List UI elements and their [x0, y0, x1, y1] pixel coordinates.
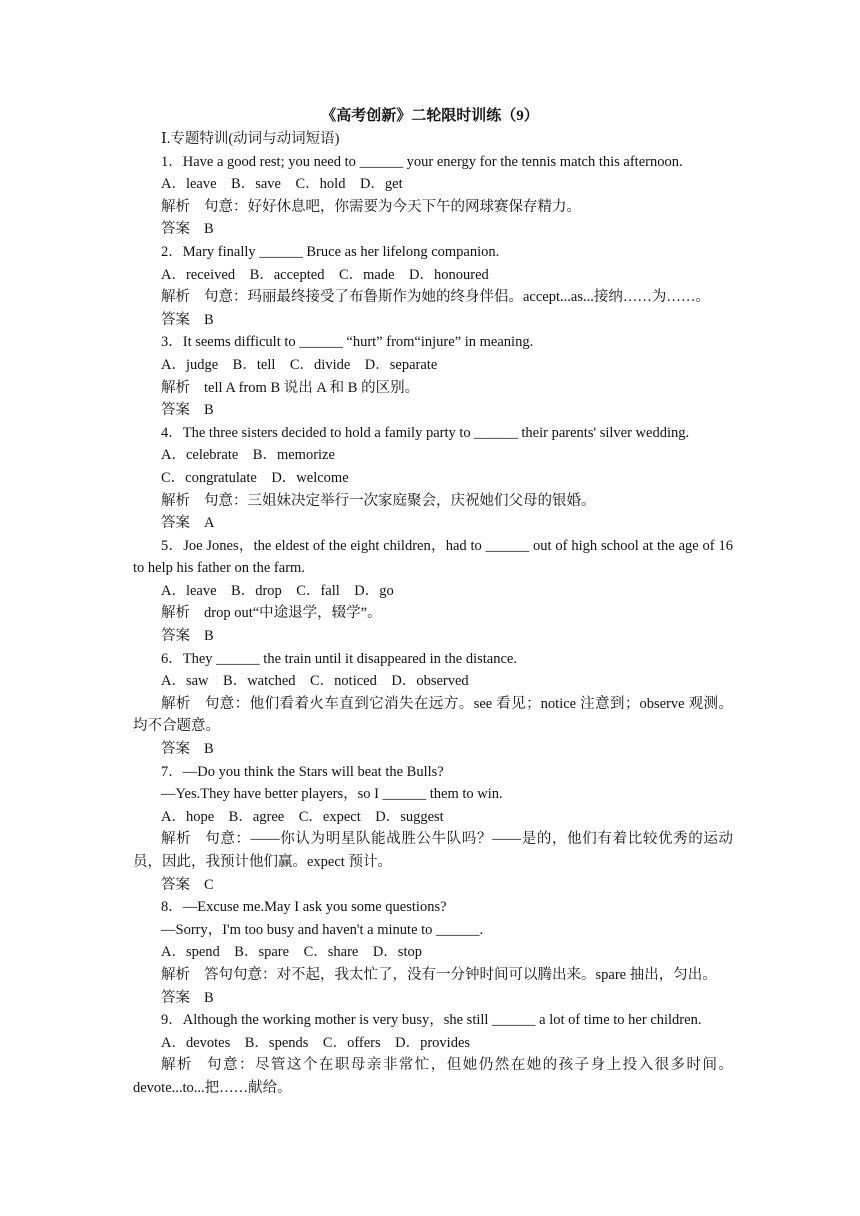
question-line	[133, 783, 733, 806]
line-text: tell A from B 说出 A 和 B 的区别。	[204, 379, 420, 396]
line-text: 7．—Do you think the Stars will beat the Bulls?	[161, 763, 444, 780]
line-text: B	[204, 402, 214, 419]
section-heading: Ⅰ.专题特训(动词与动词短语)	[161, 131, 340, 147]
analysis-label: 解析	[161, 831, 192, 848]
answer-label: 答案	[161, 221, 190, 238]
line-text: A．judge B．tell C．divide D．separate	[161, 356, 438, 373]
analysis-line	[133, 602, 733, 625]
options-line	[133, 580, 733, 603]
answer-label: 答案	[161, 741, 190, 758]
line-text: B	[204, 311, 214, 328]
line-text: B	[204, 221, 214, 238]
question-line	[133, 919, 733, 942]
line-text: —Sorry，I'm too busy and haven't a minute to ______.	[161, 921, 484, 938]
analysis-label: 解析	[161, 695, 191, 712]
answer-label: 答案	[161, 515, 190, 532]
analysis-line	[133, 286, 733, 309]
line-text: 句意：——你认为明星队能战胜公牛队吗？——是的，他们有着比较优秀的运动员，因此，我预计他们赢。expect 预计。	[133, 831, 733, 870]
question-line	[133, 648, 733, 671]
question-line	[133, 896, 733, 919]
line-text: C	[204, 876, 214, 893]
line-text: 4．The three sisters decided to hold a family party to ______ their parents' silver wedding.	[161, 424, 690, 441]
options-line	[133, 444, 733, 467]
question-line	[133, 422, 733, 445]
line-text: B	[204, 989, 214, 1006]
question-line	[133, 331, 733, 354]
line-text: A．leave B．save C．hold D．get	[161, 176, 403, 193]
analysis-label: 解析	[161, 605, 190, 622]
line-text: A．celebrate B．memorize	[161, 447, 335, 464]
options-line	[133, 467, 733, 490]
answer-line	[133, 625, 733, 648]
answer-line	[133, 399, 733, 422]
line-text: A．hope B．agree C．expect D．suggest	[161, 808, 444, 825]
question-line	[133, 761, 733, 784]
line-text: 3．It seems difficult to ______ “hurt” from“injure” in meaning.	[161, 334, 534, 351]
analysis-line	[133, 490, 733, 513]
analysis-line	[133, 828, 733, 873]
line-text: 8．—Excuse me.May I ask you some questions?	[161, 899, 447, 916]
line-text: A．saw B．watched C．noticed D．observed	[161, 673, 469, 690]
options-line	[133, 173, 733, 196]
line-text: —Yes.They have better players，so I ______ them to win.	[161, 786, 503, 803]
line-text: A	[204, 515, 215, 532]
answer-line	[133, 874, 733, 897]
answer-label: 答案	[161, 876, 190, 893]
answer-line	[133, 987, 733, 1010]
line-text: B	[204, 628, 214, 645]
analysis-line	[133, 196, 733, 219]
line-text: 9．Although the working mother is very busy，she still ______ a lot of time to her children.	[161, 1012, 702, 1029]
options-line	[133, 264, 733, 287]
line-text: 6．They ______ the train until it disappeared in the distance.	[161, 650, 517, 667]
answer-line	[133, 738, 733, 761]
line-text: A．devotes B．spends C．offers D．provides	[161, 1034, 471, 1051]
answer-line	[133, 309, 733, 332]
line-text: 句意：玛丽最终接受了布鲁斯作为她的终身伴侣。accept...as...接纳……为……。	[204, 289, 710, 306]
line-text: A．received B．accepted C．made D．honoured	[161, 266, 489, 283]
options-line	[133, 806, 733, 829]
line-text: 句意：尽管这个在职母亲非常忙，但她仍然在她的孩子身上投入很多时间。devote...to...把……献给。	[133, 1057, 734, 1096]
question-line	[133, 535, 733, 580]
answer-line	[133, 218, 733, 241]
analysis-label: 解析	[161, 1057, 193, 1074]
document-title: 《高考创新》二轮限时训练（9）	[321, 108, 539, 124]
line-text: 2．Mary finally ______ Bruce as her lifelong companion.	[161, 243, 500, 260]
options-line	[133, 941, 733, 964]
document-body	[133, 128, 733, 1100]
line-text: C．congratulate D．welcome	[161, 469, 349, 486]
answer-label: 答案	[161, 402, 190, 419]
question-line	[133, 241, 733, 264]
answer-line	[133, 512, 733, 535]
analysis-line	[133, 964, 733, 987]
options-line	[133, 1032, 733, 1055]
question-line	[133, 1009, 733, 1032]
answer-label: 答案	[161, 628, 190, 645]
answer-label: 答案	[161, 989, 190, 1006]
options-line	[133, 670, 733, 693]
line-text: 句意：他们看着火车直到它消失在远方。see 看见；notice 注意到；observe 观测。均不合题意。	[133, 695, 733, 735]
line-text: 句意：好好休息吧，你需要为今天下午的网球赛保存精力。	[204, 198, 581, 215]
line-text: A．spend B．spare C．share D．stop	[161, 944, 422, 961]
question-line	[133, 151, 733, 174]
line-text: B	[204, 741, 214, 758]
analysis-line	[133, 377, 733, 400]
line-text: 5．Joe Jones，the eldest of the eight children，had to ______ out of high school at the age of 16 to help his father on the farm.	[133, 537, 733, 577]
answer-label: 答案	[161, 311, 190, 328]
analysis-label: 解析	[161, 379, 190, 396]
line-text: 句意：三姐妹决定举行一次家庭聚会，庆祝她们父母的银婚。	[204, 492, 596, 509]
options-line	[133, 354, 733, 377]
analysis-label: 解析	[161, 289, 190, 306]
analysis-line	[133, 1054, 733, 1099]
analysis-label: 解析	[161, 198, 190, 215]
line-text: A．leave B．drop C．fall D．go	[161, 582, 394, 599]
analysis-label: 解析	[161, 966, 190, 983]
line-text: 答句句意：对不起，我太忙了，没有一分钟时间可以腾出来。spare 抽出，匀出。	[204, 966, 717, 983]
line-text: drop out“中途退学，辍学”。	[204, 605, 382, 622]
line-text: 1．Have a good rest; you need to ______ your energy for the tennis match this afternoon.	[161, 153, 683, 170]
analysis-label: 解析	[161, 492, 190, 509]
analysis-line	[133, 693, 733, 738]
